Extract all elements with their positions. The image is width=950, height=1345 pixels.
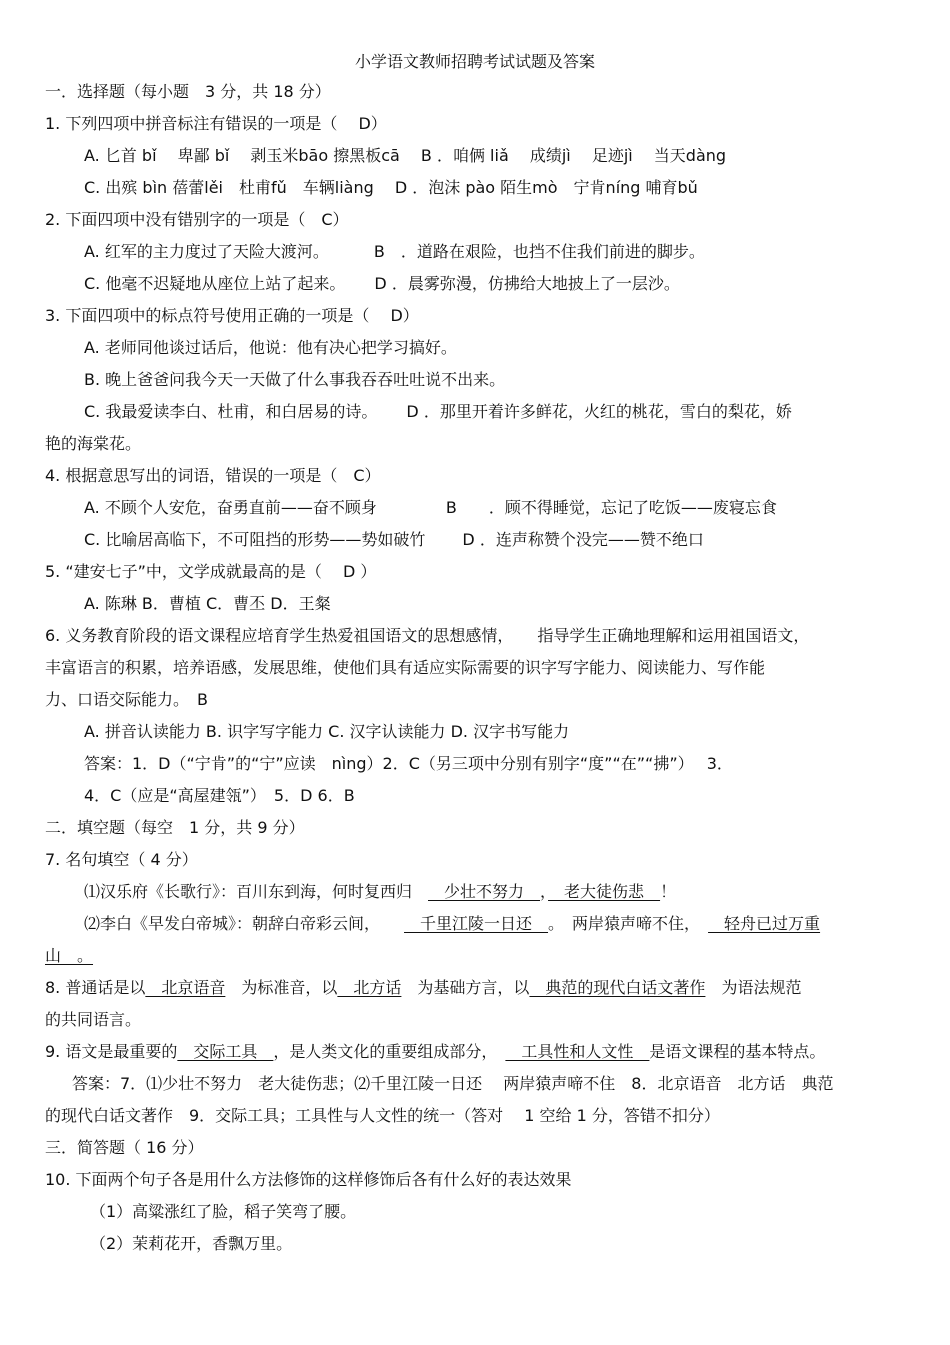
- q8-text: 为基础方言，以: [401, 978, 530, 997]
- page-title: 小学语文教师招聘考试试题及答案: [354, 52, 595, 71]
- section-heading: 三．简答题（ 16 分）: [45, 1138, 204, 1157]
- fill-blank: 工具性和人文性: [505, 1042, 650, 1061]
- q7-sentence-2: [84, 912, 915, 936]
- question-8-cont: 的共同语言。: [45, 1010, 142, 1029]
- q10-sentence-1: （1）高粱涨红了脸，稻子笑弯了腰。: [90, 1202, 357, 1221]
- q7-1-sep: ，: [540, 882, 549, 901]
- fill-blank: 北京语音: [145, 978, 226, 997]
- q4-options-cd: C. 比喻居高临下，不可阻挡的形势——势如破竹 D ．连声称赞个没完——赞不绝口: [84, 530, 704, 549]
- answers-mc: 答案：1．D（“宁肯”的“宁”应读 nìng）2．C（另三项中分别有别字“度”“在”“拂”） 3．: [84, 754, 733, 773]
- fill-blank: 轻舟已过万重: [708, 914, 821, 933]
- question-10: 10. 下面两个句子各是用什么方法修饰的这样修饰后各有什么好的表达效果: [45, 1170, 572, 1189]
- q7-2-text: ⑵李白《早发白帝城》：朝辞白帝彩云间，: [84, 914, 405, 933]
- section-heading: 二．填空题（每空 1 分，共 9 分）: [45, 818, 305, 837]
- fill-blank: 山 。: [45, 946, 94, 965]
- q8-text: 为语法规范: [705, 978, 802, 997]
- answers-fill: 答案：7．⑴少壮不努力 老大徒伤悲；⑵千里江陵一日还 两岸猿声啼不住 8．北京语音 北方话 典范: [72, 1074, 834, 1093]
- answers-mc-cont: 4．C（应是“高屋建瓴”） 5．D 6．B: [84, 786, 355, 805]
- fill-blank: 老大徒伤悲: [548, 882, 661, 901]
- question-6-cont: 丰富语言的积累，培养语感，发展思维，使他们具有适应实际需要的识字写字能力、阅读能力、写作能: [45, 658, 766, 677]
- q7-1-text: ⑴汉乐府《长歌行》：百川东到海，何时复西归: [84, 882, 429, 901]
- q7-sentence-1: [84, 880, 915, 904]
- question-8: [45, 976, 915, 1000]
- q7-1-end: ！: [660, 882, 677, 901]
- q8-text: 为标准音，以: [225, 978, 338, 997]
- question-7: 7. 名句填空（ 4 分）: [45, 850, 198, 869]
- question-9: [45, 1040, 915, 1064]
- question-5: 5. “建安七子”中，文学成就最高的是（ D ）: [45, 562, 377, 581]
- q7-2-mid: 。 两岸猿声啼不住，: [548, 914, 709, 933]
- q7-sentence-2-cont: [45, 944, 915, 968]
- q1-options-ab: A. 匕首 bǐ 卑鄙 bǐ 剥玉米bāo 擦黑板cā B ．咱俩 liǎ 成绩jì 足迹jì 当天dàng: [84, 146, 727, 165]
- question-6: 6. 义务教育阶段的语文课程应培育学生热爱祖国语文的思想感情， 指导学生正确地理解和运用祖国语文，: [45, 626, 810, 645]
- fill-blank: 少壮不努力: [428, 882, 541, 901]
- q9-text: 9. 语文是最重要的: [45, 1042, 178, 1061]
- q2-options-ab: A. 红军的主力度过了天险大渡河。 B ．道路在艰险，也挡不住我们前进的脚步。: [84, 242, 705, 261]
- q5-options: A. 陈琳 B．曹植 C．曹丕 D．王粲: [84, 594, 331, 613]
- q1-options-cd: C. 出殡 bìn 蓓蕾lěi 杜甫fǔ 车辆liàng D ．泡沫 pào 陌生mò 宁肯níng 哺育bǔ: [84, 178, 698, 197]
- fill-blank: 典范的现代白话文著作: [529, 978, 706, 997]
- question-1: 1. 下列四项中拼音标注有错误的一项是（ D）: [45, 114, 387, 133]
- q3-options-cd: C. 我最爱读李白、杜甫，和白居易的诗。 D ．那里开着许多鲜花，火红的桃花，雪白的梨花，娇: [84, 402, 792, 421]
- q9-text: 是语文课程的基本特点。: [649, 1042, 826, 1061]
- q4-options-ab: A. 不顾个人安危，奋勇直前——奋不顾身 B ．顾不得睡觉，忘记了吃饭——废寝忘食: [84, 498, 777, 517]
- question-2: 2. 下面四项中没有错别字的一项是（ C）: [45, 210, 349, 229]
- q3-option-b: B. 晚上爸爸问我今天一天做了什么事我吞吞吐吐说不出来。: [84, 370, 506, 389]
- q8-text: 8. 普通话是以: [45, 978, 146, 997]
- q6-options: A. 拼音认读能力 B. 识字写字能力 C. 汉字认读能力 D. 汉字书写能力: [84, 722, 570, 741]
- q9-text: ，是人类文化的重要组成部分，: [273, 1042, 506, 1061]
- fill-blank: 交际工具: [177, 1042, 274, 1061]
- q3-option-d-cont: 艳的海棠花。: [45, 434, 142, 453]
- question-4: 4. 根据意思写出的词语，错误的一项是（ C）: [45, 466, 381, 485]
- q2-options-cd: C. 他毫不迟疑地从座位上站了起来。 D ．晨雾弥漫，仿拂给大地披上了一层沙。: [84, 274, 680, 293]
- fill-blank: 北方话: [337, 978, 402, 997]
- q10-sentence-2: （2）茉莉花开，香飘万里。: [90, 1234, 293, 1253]
- section-heading: 一．选择题（每小题 3 分，共 18 分）: [45, 82, 331, 101]
- answers-fill-cont: 的现代白话文著作 9．交际工具；工具性与人文性的统一（答对 1 空给 1 分，答错不扣分）: [45, 1106, 720, 1125]
- q3-option-a: A. 老师同他谈过话后，他说：他有决心把学习搞好。: [84, 338, 457, 357]
- question-3: 3. 下面四项中的标点符号使用正确的一项是（ D）: [45, 306, 419, 325]
- question-6-end: 力、口语交际能力。 B: [45, 690, 208, 709]
- fill-blank: 千里江陵一日还: [404, 914, 549, 933]
